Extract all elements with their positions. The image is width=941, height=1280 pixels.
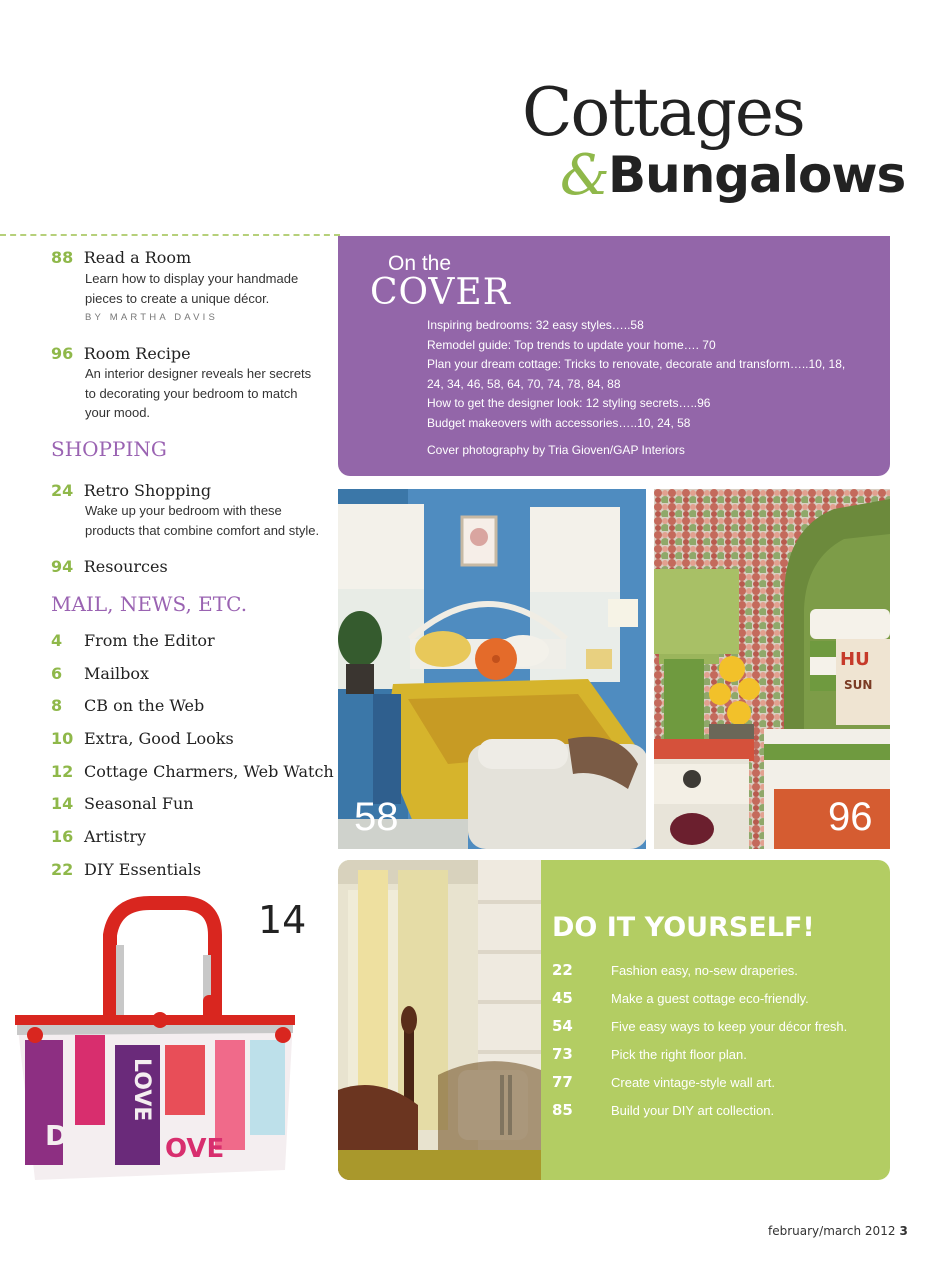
- feature-room-recipe[interactable]: [51, 344, 191, 364]
- diy-item-text: Make a guest cottage eco-friendly.: [611, 991, 809, 1006]
- logo-ampersand: &: [560, 143, 610, 208]
- list-item[interactable]: [51, 696, 204, 716]
- item-title: Seasonal Fun: [84, 794, 194, 813]
- cover-photo-credit: Cover photography by Tria Gioven/GAP Interiors: [427, 443, 685, 457]
- diy-item[interactable]: [552, 961, 798, 979]
- diy-panel: [338, 860, 890, 1180]
- item-resources[interactable]: [51, 557, 168, 577]
- on-the-cover-panel: [338, 236, 890, 476]
- feature-description: An interior designer reveals her secrets to decorating your bedroom to match your mood.: [85, 366, 312, 420]
- page-number: 88: [51, 248, 74, 267]
- diy-item-text: Create vintage-style wall art.: [611, 1075, 776, 1090]
- page-number: 10: [51, 729, 74, 748]
- bedroom-photo-58[interactable]: [338, 489, 646, 849]
- page-number: 16: [51, 827, 74, 846]
- page-number: 4: [51, 631, 63, 650]
- item-title: Extra, Good Looks: [84, 729, 234, 748]
- window-bedroom-image: [338, 860, 541, 1180]
- page-folio: [768, 1224, 908, 1238]
- issue-date: february/march 2012: [768, 1224, 896, 1238]
- item-title: Artistry: [84, 827, 147, 846]
- photo-page-number: 58: [354, 795, 399, 839]
- list-item[interactable]: [51, 827, 146, 847]
- diy-item-text: Build your DIY art collection.: [611, 1103, 775, 1118]
- bedroom-photo-96[interactable]: [654, 489, 890, 849]
- logo-cottages: Cottages: [522, 74, 804, 151]
- dashed-divider: [0, 234, 340, 236]
- cover-line[interactable]: Plan your dream cottage: Tricks to renovate, decorate and transform…..10, 18,: [427, 357, 846, 372]
- byline: BY MARTHA DAVIS: [85, 312, 218, 323]
- list-item[interactable]: [51, 762, 334, 782]
- item-retro-shopping[interactable]: [51, 481, 211, 501]
- page-number: 96: [51, 344, 74, 363]
- diy-item[interactable]: [552, 1017, 847, 1035]
- page-number: 14: [51, 794, 74, 813]
- logo-bungalows: Bungalows: [608, 146, 906, 204]
- cover-line[interactable]: Inspiring bedrooms: 32 easy styles…..58: [427, 318, 644, 332]
- diy-heading: DO IT YOURSELF!: [552, 912, 815, 943]
- svg-text:OVE: OVE: [165, 1134, 225, 1164]
- page-number: 85: [552, 1101, 573, 1119]
- item-description: Wake up your bedroom with these products that combine comfort and style.: [85, 503, 320, 538]
- list-item[interactable]: [51, 631, 215, 651]
- page-number: 22: [51, 860, 74, 879]
- list-item[interactable]: [51, 860, 201, 880]
- list-item[interactable]: [51, 664, 149, 684]
- feature-title: Room Recipe: [83, 344, 191, 363]
- page-number: 54: [552, 1017, 573, 1035]
- item-title: From the Editor: [84, 631, 215, 650]
- diy-item-text: Five easy ways to keep your décor fresh.: [611, 1019, 848, 1034]
- photo-page-number: 96: [828, 795, 873, 839]
- basket-page-number: 14: [258, 898, 307, 942]
- item-title: Retro Shopping: [83, 481, 212, 500]
- page-number: 8: [51, 696, 63, 715]
- cover-line[interactable]: 24, 34, 46, 58, 64, 70, 74, 78, 84, 88: [427, 376, 621, 391]
- svg-text:HU: HU: [840, 649, 870, 670]
- page-number: 24: [51, 481, 74, 500]
- page-number: 12: [51, 762, 74, 781]
- item-title: Resources: [83, 557, 168, 576]
- feature-description: Learn how to display your handmade pieces to create a unique décor.: [85, 271, 299, 306]
- diy-item[interactable]: [552, 989, 809, 1007]
- section-heading-shopping: SHOPPING: [51, 437, 167, 461]
- item-title: Cottage Charmers, Web Watch: [84, 762, 334, 781]
- cover-kicker: On the: [388, 252, 452, 275]
- page-number: 6: [51, 664, 63, 683]
- diy-item[interactable]: [552, 1073, 775, 1091]
- cover-heading: COVER: [370, 272, 511, 313]
- section-heading-mail-news: MAIL, NEWS, ETC.: [51, 592, 248, 616]
- svg-text:LOVE: LOVE: [129, 1058, 154, 1122]
- list-item[interactable]: [51, 729, 234, 749]
- item-title: Mailbox: [84, 664, 150, 683]
- folio-page-number: 3: [899, 1224, 908, 1238]
- cover-line[interactable]: Remodel guide: Top trends to update your home…. 70: [427, 337, 716, 352]
- page-number: 22: [552, 961, 573, 979]
- item-title: DIY Essentials: [84, 860, 202, 879]
- cover-lines: [427, 316, 877, 434]
- list-item[interactable]: [51, 794, 194, 814]
- diy-item-text: Fashion easy, no-sew draperies.: [611, 963, 798, 978]
- feature-title: Read a Room: [83, 248, 192, 267]
- page-number: 73: [552, 1045, 573, 1063]
- feature-read-a-room[interactable]: [51, 248, 191, 268]
- cover-line[interactable]: How to get the designer look: 12 styling secrets…..96: [427, 396, 711, 411]
- svg-text:DUP: DUP: [45, 1119, 112, 1152]
- page-number: 94: [51, 557, 74, 576]
- svg-text:SUN: SUN: [844, 678, 873, 692]
- diy-item-text: Pick the right floor plan.: [611, 1047, 747, 1062]
- page-number: 45: [552, 989, 573, 1007]
- cover-line[interactable]: Budget makeovers with accessories…..10, 24, 58: [427, 415, 691, 430]
- diy-item[interactable]: [552, 1101, 774, 1119]
- page-number: 77: [552, 1073, 573, 1091]
- diy-item[interactable]: [552, 1045, 747, 1063]
- item-title: CB on the Web: [84, 696, 205, 715]
